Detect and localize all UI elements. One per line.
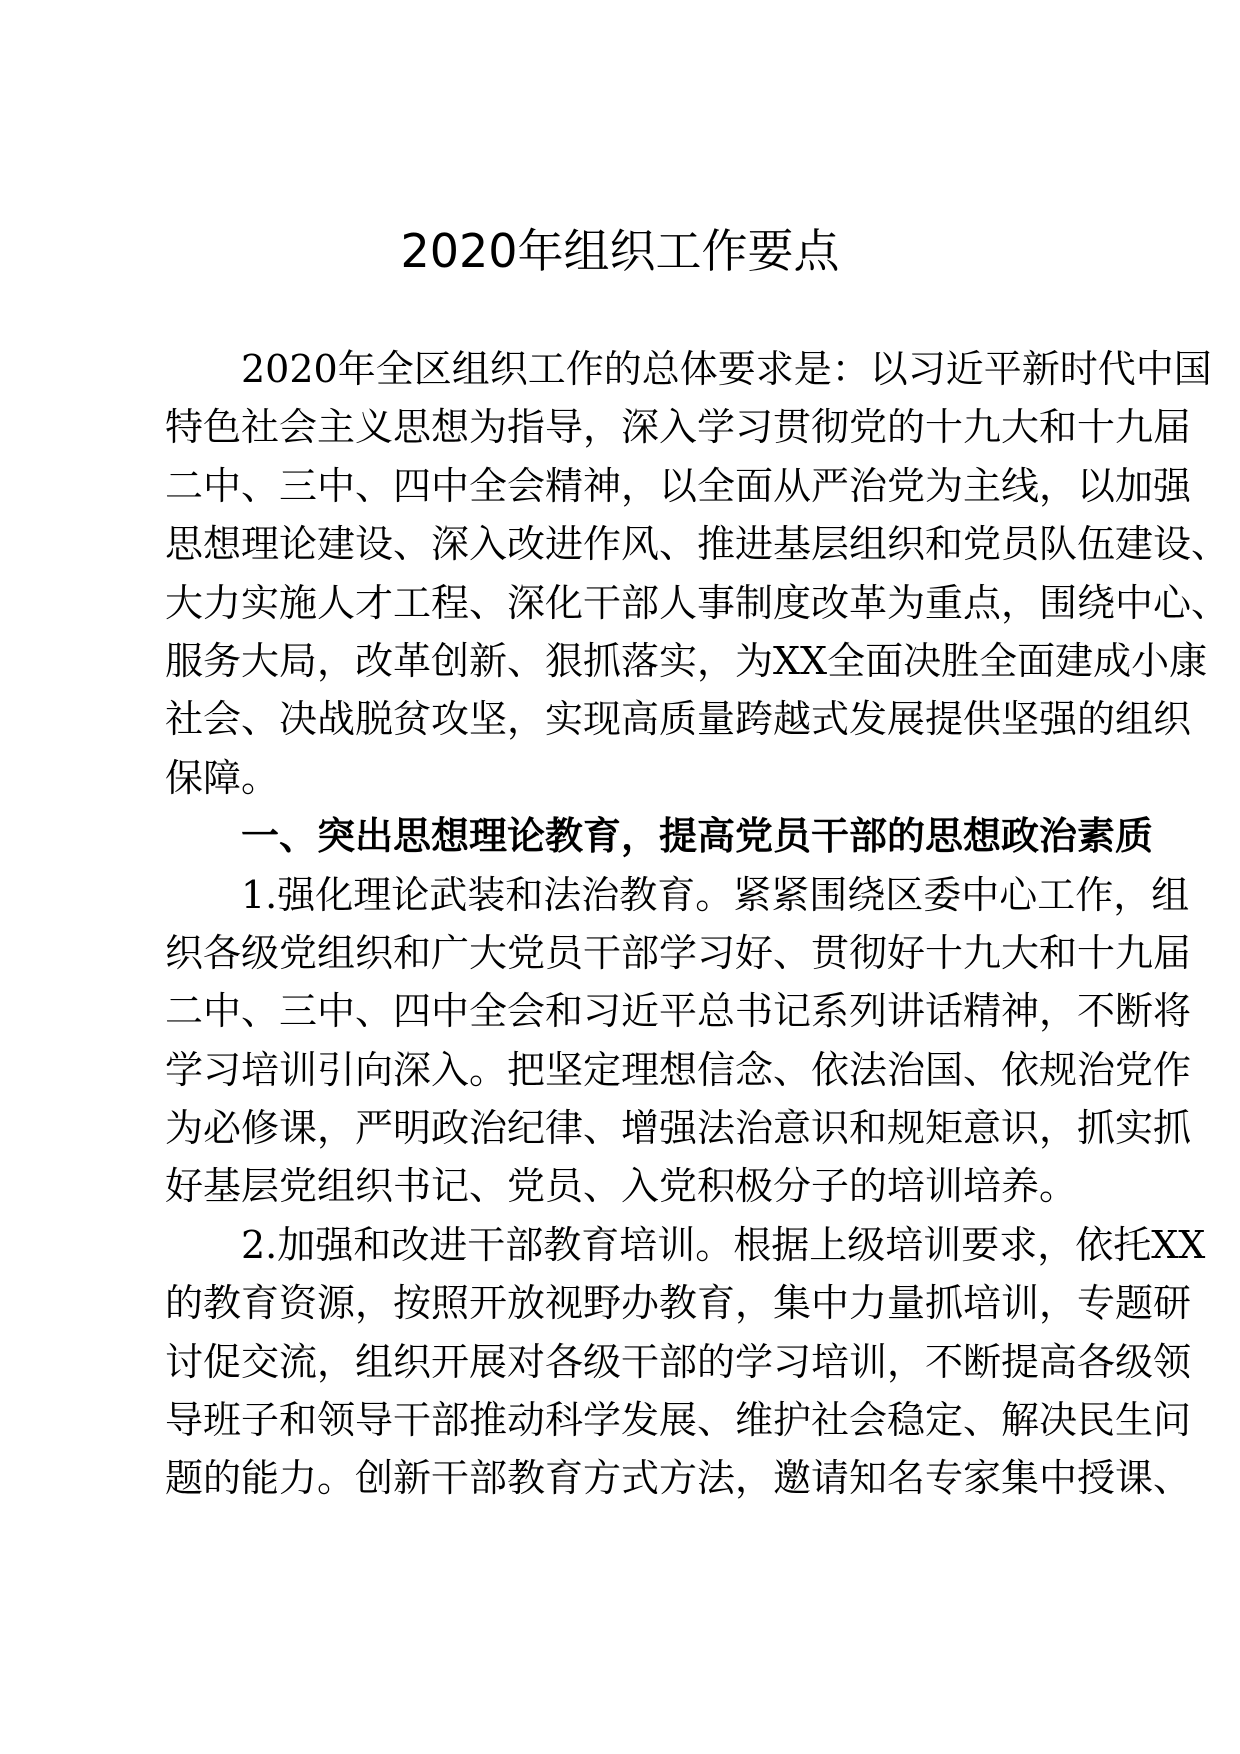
text-line: 大力实施人才工程、深化干部人事制度改革为重点，围绕中心、 [165, 580, 1230, 625]
text-line: 织各级党组织和广大党员干部学习好、贯彻好十九大和十九届 [165, 930, 1192, 975]
document-title: 2020年组织工作要点 [400, 224, 840, 278]
paragraph-item-1 [165, 866, 1192, 1216]
text-line: 服务大局，改革创新、狠抓落实，为XX全面决胜全面建成小康 [165, 638, 1208, 683]
text-line: 为必修课，严明政治纪律、增强法治意识和规矩意识，抓实抓 [165, 1106, 1192, 1151]
paragraph-overall-requirements [165, 340, 1230, 807]
text-line: 好基层党组织书记、党员、入党积极分子的培训培养。 [165, 1164, 1078, 1209]
text-line: 题的能力。创新干部教育方式方法，邀请知名专家集中授课、 [165, 1456, 1192, 1501]
text-line: 导班子和领导干部推动科学发展、维护社会稳定、解决民生问 [165, 1398, 1192, 1443]
text-line: 讨促交流，组织开展对各级干部的学习培训，不断提高各级领 [165, 1339, 1192, 1384]
text-line: 二中、三中、四中全会和习近平总书记系列讲话精神，不断将 [165, 989, 1192, 1034]
text-line: 二中、三中、四中全会精神，以全面从严治党为主线，以加强 [165, 463, 1192, 508]
paragraph-item-2 [165, 1216, 1206, 1508]
document-body [165, 340, 1230, 1508]
text-line: 1.强化理论武装和法治教育。紧紧围绕区委中心工作，组 [241, 872, 1190, 917]
text-line: 的教育资源，按照开放视野办教育，集中力量抓培训，专题研 [165, 1281, 1192, 1326]
text-line: 2020年全区组织工作的总体要求是：以习近平新时代中国 [241, 347, 1212, 391]
text-line: 特色社会主义思想为指导，深入学习贯彻党的十九大和十九届 [165, 405, 1192, 450]
text-line: 思想理论建设、深入改进作风、推进基层组织和党员队伍建设、 [165, 522, 1230, 567]
text-line: 社会、决战脱贫攻坚，实现高质量跨越式发展提供坚强的组织 [165, 697, 1192, 742]
text-line: 2.加强和改进干部教育培训。根据上级培训要求，依托XX [241, 1222, 1206, 1267]
section-heading: 一、突出思想理论教育，提高党员干部的思想政治素质 [241, 814, 1154, 859]
text-line: 学习培训引向深入。把坚定理想信念、依法治国、依规治党作 [165, 1047, 1192, 1092]
text-line: 保障。 [165, 755, 280, 800]
